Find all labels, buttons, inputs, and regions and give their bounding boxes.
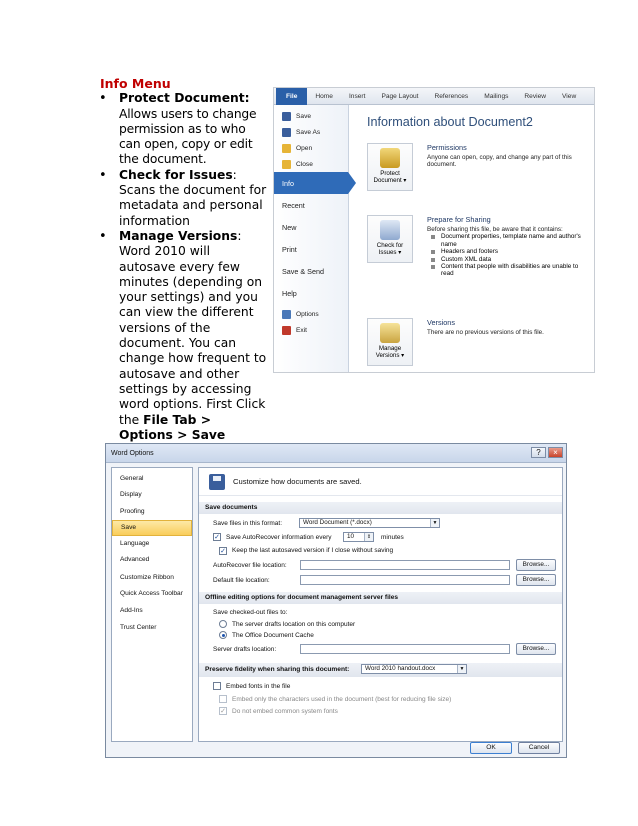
menu-label: Exit bbox=[296, 326, 307, 334]
server-drafts-radio-label: The server drafts location on this computer bbox=[232, 620, 356, 628]
format-label: Save files in this format: bbox=[213, 520, 282, 528]
bullet-body: : Word 2010 will autosave every few minutes (depending on your settings) and you can view the different versions of the document. You can change how frequent to autosave and other settings by accessing word options. First Click the bbox=[119, 228, 267, 427]
options-nav bbox=[111, 467, 193, 742]
bullet-title: Protect Document: bbox=[119, 91, 250, 106]
save-documents-header: Save documents bbox=[199, 502, 562, 514]
sharing-section bbox=[367, 215, 587, 278]
cancel-button[interactable]: Cancel bbox=[518, 742, 560, 754]
no-system-fonts-label: Do not embed common system fonts bbox=[232, 707, 338, 715]
protect-document-button[interactable] bbox=[367, 143, 413, 191]
section-title: Prepare for Sharing bbox=[427, 215, 491, 224]
menu-label: Close bbox=[296, 160, 313, 168]
menu-close[interactable] bbox=[274, 156, 348, 172]
menu-options[interactable] bbox=[274, 306, 348, 322]
nav-trust-center[interactable]: Trust Center bbox=[120, 623, 157, 631]
minutes-label: minutes bbox=[381, 533, 404, 541]
save-disk-icon bbox=[209, 474, 225, 490]
office-cache-radio-label: The Office Document Cache bbox=[232, 631, 314, 639]
bullet-title: Manage Versions bbox=[119, 228, 238, 243]
backstage-content bbox=[367, 105, 594, 372]
menu-recent[interactable]: Recent bbox=[282, 200, 305, 210]
exit-icon bbox=[282, 326, 291, 335]
menu-exit[interactable] bbox=[274, 322, 348, 338]
menu-open[interactable] bbox=[274, 140, 348, 156]
document-check-icon bbox=[380, 220, 400, 240]
nav-add-ins[interactable]: Add-Ins bbox=[120, 607, 143, 615]
menu-save-as[interactable] bbox=[274, 124, 348, 140]
no-system-fonts-checkbox[interactable]: ✓ bbox=[220, 708, 226, 715]
permissions-desc bbox=[427, 143, 587, 191]
versions-section bbox=[367, 318, 587, 366]
format-row bbox=[199, 517, 562, 531]
browse-server-drafts-button[interactable]: Browse... bbox=[516, 643, 556, 655]
nav-advanced[interactable]: Advanced bbox=[120, 556, 150, 564]
checkout-row bbox=[199, 606, 562, 620]
button-label: Check for bbox=[376, 242, 404, 249]
menu-new[interactable]: New bbox=[282, 222, 297, 232]
checkout-label: Save checked-out files to: bbox=[213, 608, 288, 616]
default-location-label: Default file location: bbox=[213, 577, 270, 585]
dialog-title: Word Options bbox=[106, 444, 566, 463]
embed-subset-row bbox=[199, 693, 562, 705]
list-item: Content that people with disabilities are unable to read bbox=[427, 263, 587, 278]
nav-quick-access[interactable]: Quick Access Toolbar bbox=[120, 590, 183, 598]
browse-autorecover-button[interactable]: Browse... bbox=[516, 559, 556, 571]
feature-list bbox=[100, 91, 268, 443]
check-for-issues-button[interactable] bbox=[367, 215, 413, 263]
menu-label: Save bbox=[296, 112, 312, 120]
menu-label: Open bbox=[296, 144, 313, 152]
list-item bbox=[100, 91, 268, 167]
backstage-info-screenshot bbox=[273, 87, 595, 373]
list-item bbox=[100, 229, 268, 443]
ok-button[interactable]: OK bbox=[470, 742, 512, 754]
open-folder-icon bbox=[282, 144, 291, 153]
menu-label: Save As bbox=[296, 128, 321, 136]
offline-editing-header: Offline editing options for document management server files bbox=[199, 592, 562, 604]
tab-page-layout[interactable]: Page Layout bbox=[381, 92, 419, 100]
browse-default-button[interactable]: Browse... bbox=[516, 574, 556, 586]
server-drafts-option bbox=[199, 619, 562, 629]
close-icon[interactable]: × bbox=[548, 447, 563, 458]
default-location-row bbox=[199, 574, 562, 588]
bullet-body: Allows users to change permission as to who can open, copy or edit the document. bbox=[119, 106, 257, 167]
list-item bbox=[100, 168, 268, 229]
office-cache-option bbox=[199, 629, 562, 641]
info-menu-heading: Info Menu bbox=[100, 76, 171, 91]
tab-insert[interactable]: Insert bbox=[348, 92, 366, 100]
format-value: Word Document (*.docx) bbox=[303, 519, 372, 526]
autorecover-location-label: AutoRecover file location: bbox=[213, 561, 287, 569]
section-text: There are no previous versions of this file. bbox=[427, 329, 544, 336]
minutes-value: 10 bbox=[347, 532, 355, 540]
fidelity-header bbox=[199, 663, 562, 677]
sharing-items bbox=[427, 233, 587, 277]
panel-header bbox=[199, 468, 562, 496]
section-title: Versions bbox=[427, 318, 455, 327]
info-menu-text bbox=[100, 76, 268, 443]
save-icon bbox=[282, 112, 291, 121]
menu-info[interactable]: Info bbox=[274, 172, 348, 194]
tab-home[interactable]: Home bbox=[315, 92, 333, 100]
nav-proofing[interactable]: Proofing bbox=[120, 507, 145, 515]
keep-version-row bbox=[199, 544, 562, 558]
dropdown-arrow-icon: ▼ bbox=[430, 519, 439, 527]
bullet-title: Check for Issues bbox=[119, 167, 233, 182]
button-label: Protect bbox=[380, 170, 400, 177]
bullet-body: : Scans the document for metadata and personal information bbox=[119, 167, 267, 228]
autorecover-row bbox=[199, 531, 562, 545]
dialog-buttons bbox=[470, 742, 560, 754]
office-cache-radio[interactable] bbox=[219, 631, 227, 639]
tab-review[interactable]: Review bbox=[524, 92, 547, 100]
autorecover-label: Save AutoRecover information every bbox=[226, 533, 332, 541]
fidelity-label: Preserve fidelity when sharing this document: bbox=[205, 665, 350, 673]
server-drafts-location-input[interactable] bbox=[300, 644, 510, 654]
info-title: Information about Document2 bbox=[367, 115, 533, 129]
button-label: Issues ▾ bbox=[378, 249, 402, 257]
list-item: Custom XML data bbox=[427, 256, 587, 263]
embed-fonts-checkbox[interactable] bbox=[213, 682, 221, 690]
word-options-dialog bbox=[105, 443, 567, 758]
fidelity-value: Word 2010 handout.docx bbox=[365, 664, 436, 672]
nav-general[interactable]: General bbox=[120, 475, 144, 482]
button-label: Manage bbox=[378, 345, 402, 352]
manage-versions-button[interactable] bbox=[367, 318, 413, 366]
close-folder-icon bbox=[282, 160, 291, 169]
fidelity-document-select[interactable] bbox=[361, 664, 467, 674]
keep-version-checkbox[interactable]: ✓ bbox=[220, 547, 226, 555]
ribbon-tabs bbox=[274, 88, 594, 105]
no-system-fonts-row bbox=[199, 705, 562, 717]
nav-customize-ribbon[interactable]: Customize Ribbon bbox=[120, 573, 174, 581]
permissions-section bbox=[367, 143, 587, 191]
menu-label: Options bbox=[296, 310, 319, 318]
list-item: Document properties, template name and author's name bbox=[427, 233, 587, 248]
button-label: Document ▾ bbox=[373, 177, 407, 185]
section-text: Anyone can open, copy, and change any part of this document. bbox=[427, 154, 572, 169]
save-as-icon bbox=[282, 128, 291, 137]
sharing-desc bbox=[427, 215, 587, 278]
autorecover-checkbox[interactable]: ✓ bbox=[214, 534, 220, 542]
default-location-input[interactable] bbox=[300, 575, 510, 585]
server-drafts-radio[interactable] bbox=[219, 620, 227, 628]
keep-version-label: Keep the last autosaved version if I close without saving bbox=[232, 547, 394, 555]
menu-print[interactable]: Print bbox=[282, 244, 297, 254]
button-label: Versions ▾ bbox=[375, 352, 405, 360]
nav-save[interactable]: Save bbox=[112, 520, 192, 536]
list-item: Headers and footers bbox=[427, 248, 587, 255]
nav-display[interactable]: Display bbox=[120, 491, 142, 499]
help-icon[interactable]: ? bbox=[531, 447, 546, 458]
options-icon bbox=[282, 310, 291, 319]
server-drafts-location-label: Server drafts location: bbox=[213, 646, 277, 654]
versions-desc bbox=[427, 318, 587, 366]
section-text: Before sharing this file, be aware that it contains: bbox=[427, 226, 563, 233]
menu-help[interactable]: Help bbox=[282, 288, 297, 298]
format-select[interactable] bbox=[299, 518, 440, 528]
options-panel bbox=[198, 467, 563, 742]
window-controls bbox=[531, 447, 563, 458]
autorecover-location-row bbox=[199, 559, 562, 573]
tab-view[interactable]: View bbox=[562, 92, 577, 100]
embed-subset-checkbox[interactable] bbox=[219, 695, 227, 703]
versions-icon bbox=[380, 323, 400, 343]
spinner-icon: ⇕ bbox=[364, 533, 373, 541]
tab-references[interactable]: References bbox=[434, 92, 469, 100]
section-title: Permissions bbox=[427, 143, 467, 152]
server-drafts-location-row bbox=[199, 643, 562, 657]
menu-save[interactable] bbox=[274, 108, 348, 124]
menu-save-send[interactable]: Save & Send bbox=[282, 266, 324, 276]
embed-subset-label: Embed only the characters used in the document (best for reducing file size) bbox=[232, 695, 452, 703]
dropdown-arrow-icon: ▼ bbox=[457, 665, 466, 673]
autorecover-location-input[interactable] bbox=[300, 560, 510, 570]
panel-header-text: Customize how documents are saved. bbox=[233, 477, 362, 486]
embed-fonts-label: Embed fonts in the file bbox=[226, 682, 291, 690]
backstage-menu bbox=[274, 105, 349, 372]
lock-icon bbox=[380, 148, 400, 168]
tab-mailings[interactable]: Mailings bbox=[484, 92, 509, 100]
autorecover-minutes-stepper[interactable] bbox=[343, 532, 374, 542]
nav-language[interactable]: Language bbox=[120, 540, 150, 548]
tab-file[interactable]: File bbox=[276, 88, 307, 105]
embed-fonts-row bbox=[199, 680, 562, 694]
bullet-instruction: File Tab > Options > Save bbox=[119, 412, 226, 442]
